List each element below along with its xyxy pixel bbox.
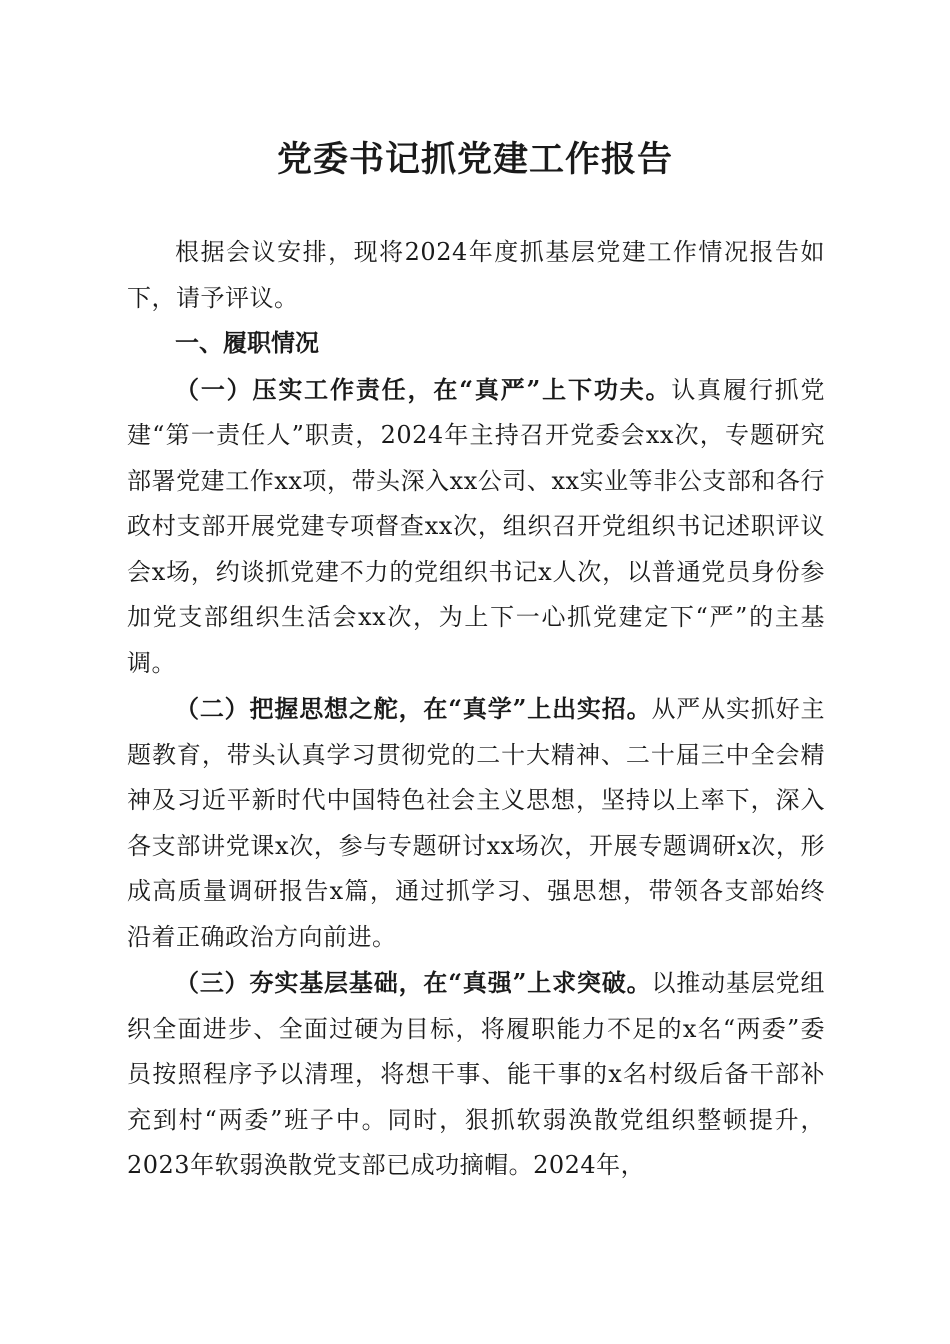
item-text-2: 从严从实抓好主题教育，带头认真学习贯彻党的二十大精神、二十届三中全会精神及习近平新时代中国特色社会主义思想，坚持以上率下，深入各支部讲党课x次，参与专题研讨xx场次，开展专题调研x次，形成高质量调研报告x篇，通过抓学习、强思想，带领各支部始终沿着正确政治方向前进。 <box>127 695 826 951</box>
item-heading-3: （三）夯实基层基础，在“真强”上求突破。 <box>175 968 652 997</box>
item-paragraph-2 <box>127 686 825 960</box>
intro-paragraph: 根据会议安排，现将2024年度抓基层党建工作情况报告如下，请予评议。 <box>127 238 825 312</box>
item-text-1: 认真履行抓党建“第一责任人”职责，2024年主持召开党委会xx次，专题研究部署党建工作xx项，带头深入xx公司、xx实业等非公支部和各行政村支部开展党建专项督查xx次，组织召开党组织书记述职评议会x场，约谈抓党建不力的党组织书记x人次，以普通党员身份参加党支部组织生活会xx次，为上下一心抓党建定下“严”的主基调。 <box>127 375 826 677</box>
item-heading-1: （一）压实工作责任，在“真严”上下功夫。 <box>175 374 672 404</box>
item-paragraph-3 <box>127 960 825 1189</box>
item-heading-2: （二）把握思想之舵，在“真学”上出实招。 <box>175 694 652 723</box>
item-text-3: 以推动基层党组织全面进步、全面过硬为目标，将履职能力不足的x名“两委”委员按照程序予以清理，将想干事、能干事的x名村级后备干部补充到村“两委”班子中。同时，狠抓软弱涣散党组织整顿提升，2023年软弱涣散党支部已成功摘帽。2024年， <box>127 969 826 1179</box>
section-heading: 一、履职情况 <box>175 329 319 357</box>
document-body <box>127 230 825 1189</box>
item-paragraph-1 <box>127 367 825 687</box>
document-title: 党委书记抓党建工作报告 <box>276 139 673 180</box>
